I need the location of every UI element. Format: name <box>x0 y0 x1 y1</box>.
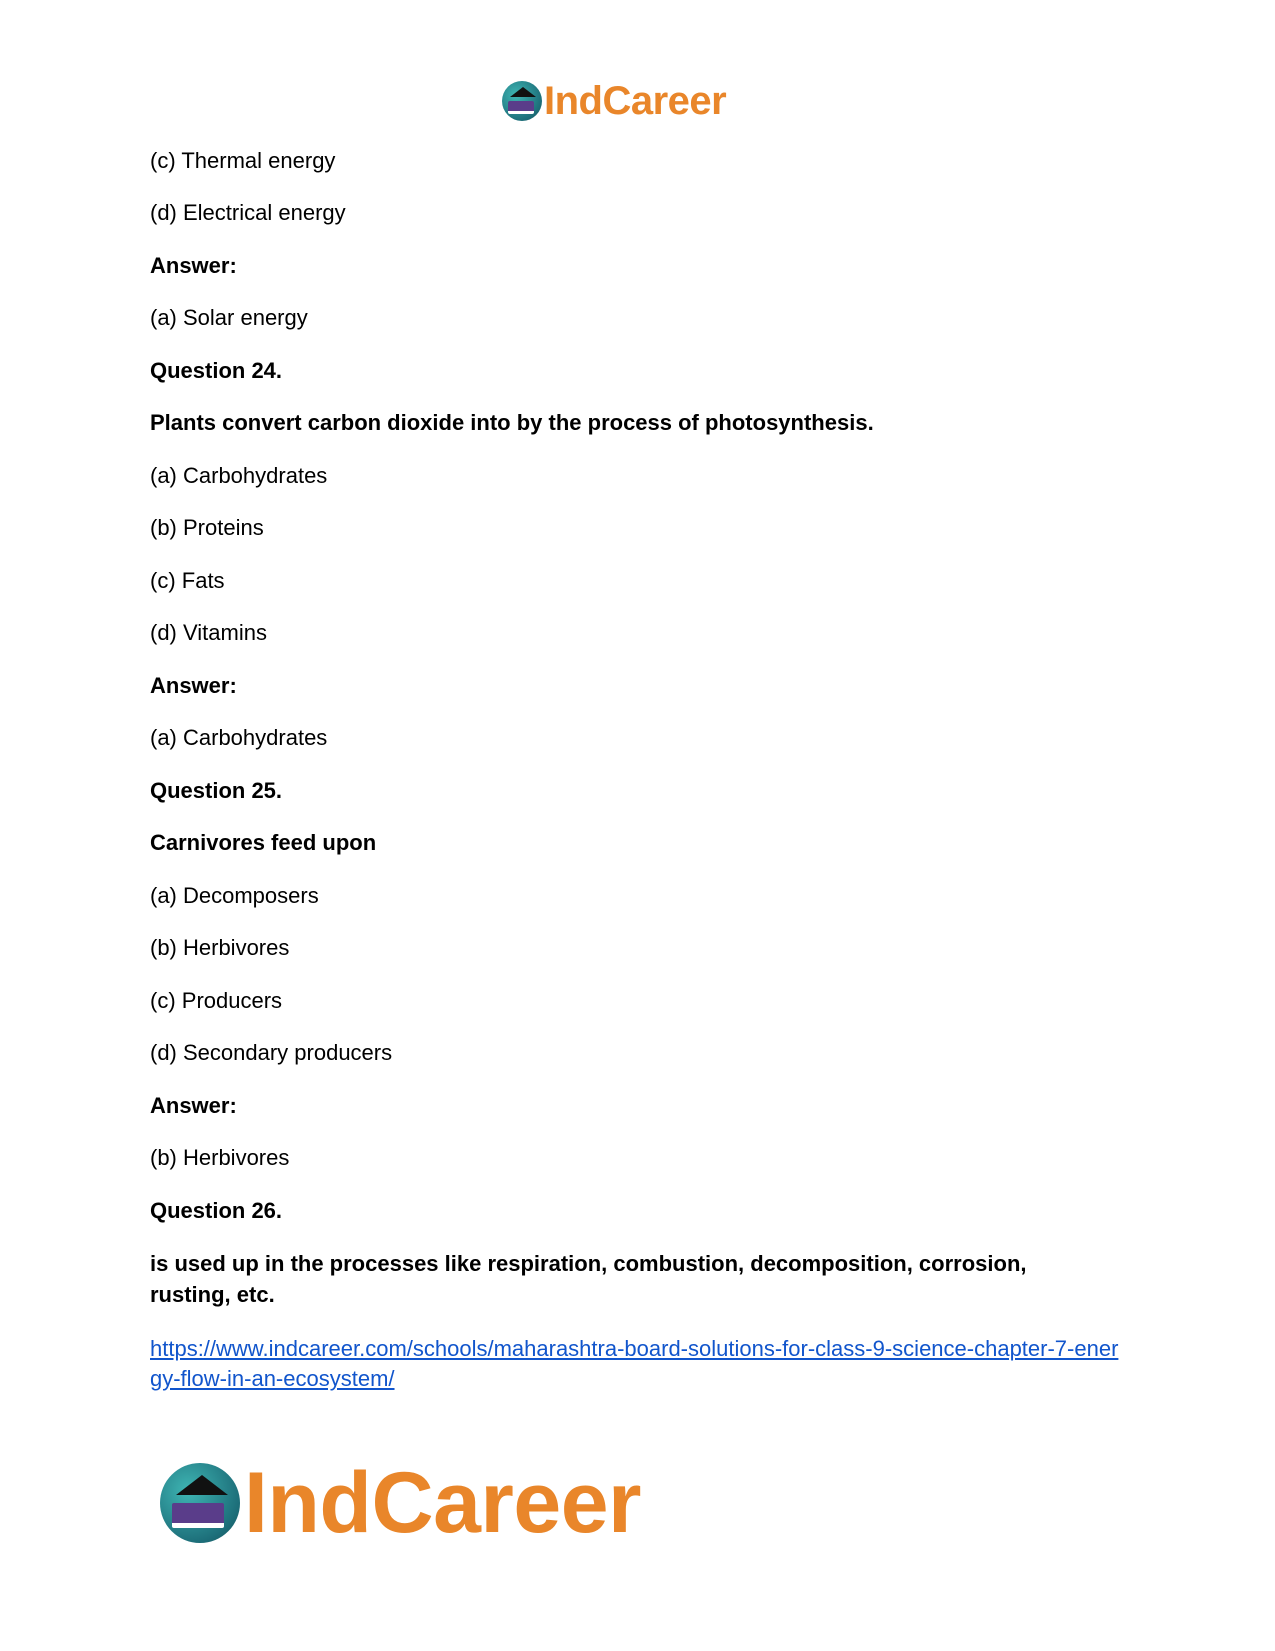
question-heading: Question 24. <box>150 358 283 383</box>
graduation-book-icon <box>502 81 542 121</box>
option-text: (a) Carbohydrates <box>150 463 328 488</box>
answer-heading: Answer: <box>150 673 237 698</box>
option-text: (b) Proteins <box>150 515 264 540</box>
question-heading: Question 25. <box>150 778 283 803</box>
option-text: (d) Secondary producers <box>150 1040 393 1065</box>
answer-text: (a) Solar energy <box>150 305 308 330</box>
option-text: (b) Herbivores <box>150 935 290 960</box>
footer-logo <box>160 1455 641 1551</box>
option-text: (a) Decomposers <box>150 883 319 908</box>
answer-heading: Answer: <box>150 1093 237 1118</box>
header-logo-text: IndCareer <box>544 79 727 123</box>
footer-logo-text: IndCareer <box>244 1455 641 1551</box>
answer-text: (b) Herbivores <box>150 1145 290 1170</box>
option-text: (d) Electrical energy <box>150 200 346 225</box>
header-logo <box>502 78 726 124</box>
question-text: Plants convert carbon dioxide into by the process of photosynthesis. <box>150 410 874 435</box>
question-text: Carnivores feed upon <box>150 830 377 855</box>
question-heading: Question 26. <box>150 1198 283 1223</box>
option-text: (c) Producers <box>150 988 283 1013</box>
option-text: (d) Vitamins <box>150 620 267 645</box>
graduation-book-icon <box>160 1463 240 1543</box>
option-text: (c) Fats <box>150 568 225 593</box>
source-link[interactable]: https://www.indcareer.com/schools/maharashtra-board-solutions-for-class-9-science-chapter-7-energy-flow-in-an-ecosystem/ <box>150 1336 1119 1391</box>
answer-heading: Answer: <box>150 253 237 278</box>
question-text: is used up in the processes like respiration, combustion, decomposition, corrosion, rusting, etc. <box>150 1251 1027 1307</box>
answer-text: (a) Carbohydrates <box>150 725 328 750</box>
option-text: (c) Thermal energy <box>150 148 336 173</box>
